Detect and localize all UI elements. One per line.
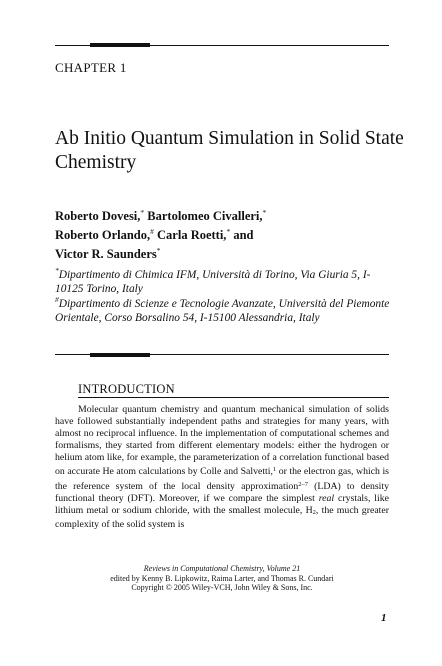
page-footer bbox=[55, 564, 389, 593]
emphasis: real bbox=[318, 492, 335, 504]
affiliation-mark: * bbox=[55, 266, 59, 275]
author-name: Carla Roetti, bbox=[153, 228, 227, 242]
body-text: Molecular quantum chemistry and quantum mechanical simulation of solids have followed substantially independent paths and strategies for many years, with almost no reciprocal influence. In the implementation of computational schemes and formalisms, they started from different elementary models: either the hydrogen or helium atom like, for example, the parameterization of a correlation functional based on accurate He atom calculations by Colle and Salvetti, bbox=[55, 404, 389, 478]
page-number: 1 bbox=[381, 612, 387, 624]
affiliation-2 bbox=[55, 293, 390, 325]
authors-line-3 bbox=[55, 242, 161, 263]
author-name: Roberto Orlando, bbox=[55, 228, 151, 242]
author-mark: * bbox=[262, 208, 267, 217]
footer-series: Reviews in Computational Chemistry, Volume 21 bbox=[143, 564, 301, 573]
affiliation-text: Dipartimento di Chimica IFM, Università di Torino, Via Giuria 5, I-10125 Torino, Italy bbox=[55, 269, 371, 295]
author-mark: * bbox=[140, 208, 145, 217]
footer-editors: edited by Kenny B. Lipkowitz, Raima Larter, and Thomas R. Cundari bbox=[110, 573, 334, 583]
author-name: Roberto Dovesi, bbox=[55, 209, 141, 223]
intro-paragraph bbox=[55, 404, 389, 531]
authors-line-2 bbox=[55, 223, 253, 244]
body-text: (LDA) to density functional theory (DFT). Moreover, if we compare the simplest bbox=[55, 480, 389, 504]
authors-line-1 bbox=[55, 204, 266, 225]
citation: 1 bbox=[272, 466, 277, 474]
section-heading-underline bbox=[78, 397, 389, 398]
author-mark: * bbox=[156, 246, 161, 255]
section-heading: INTRODUCTION bbox=[78, 382, 175, 396]
chapter-title: Ab Initio Quantum Simulation in Solid State Chemistry bbox=[55, 128, 404, 173]
affiliation-1 bbox=[55, 264, 390, 296]
body-text: or the electron gas, which is the reference system of the local density approximation bbox=[55, 466, 389, 492]
subscript: 2 bbox=[312, 508, 316, 516]
author-name: Bartolomeo Civalleri, bbox=[144, 209, 263, 223]
author-mark: * bbox=[226, 227, 231, 236]
footer-copyright: Copyright © 2005 Wiley-VCH, John Wiley & Sons, Inc. bbox=[131, 583, 313, 592]
author-name: Victor R. Saunders bbox=[55, 247, 157, 261]
citation: 2–7 bbox=[298, 480, 308, 488]
top-rule-accent bbox=[90, 43, 150, 47]
section-rule-accent bbox=[90, 353, 150, 357]
affiliation-text: Dipartimento di Scienze e Tecnologie Avanzate, Università del Piemonte Orientale, Corso Borsalino 54, I-15100 Alessandria, Italy bbox=[55, 298, 390, 324]
author-mark: # bbox=[150, 227, 154, 236]
chapter-label: CHAPTER 1 bbox=[55, 60, 127, 75]
body-text: , the much greater complexity of the solid system is bbox=[55, 504, 389, 530]
author-conjunction: and bbox=[230, 228, 254, 242]
affiliation-mark: # bbox=[55, 295, 59, 304]
body-text: crystals, like lithium metal or sodium chloride, with the smallest molecule, H bbox=[55, 492, 389, 516]
